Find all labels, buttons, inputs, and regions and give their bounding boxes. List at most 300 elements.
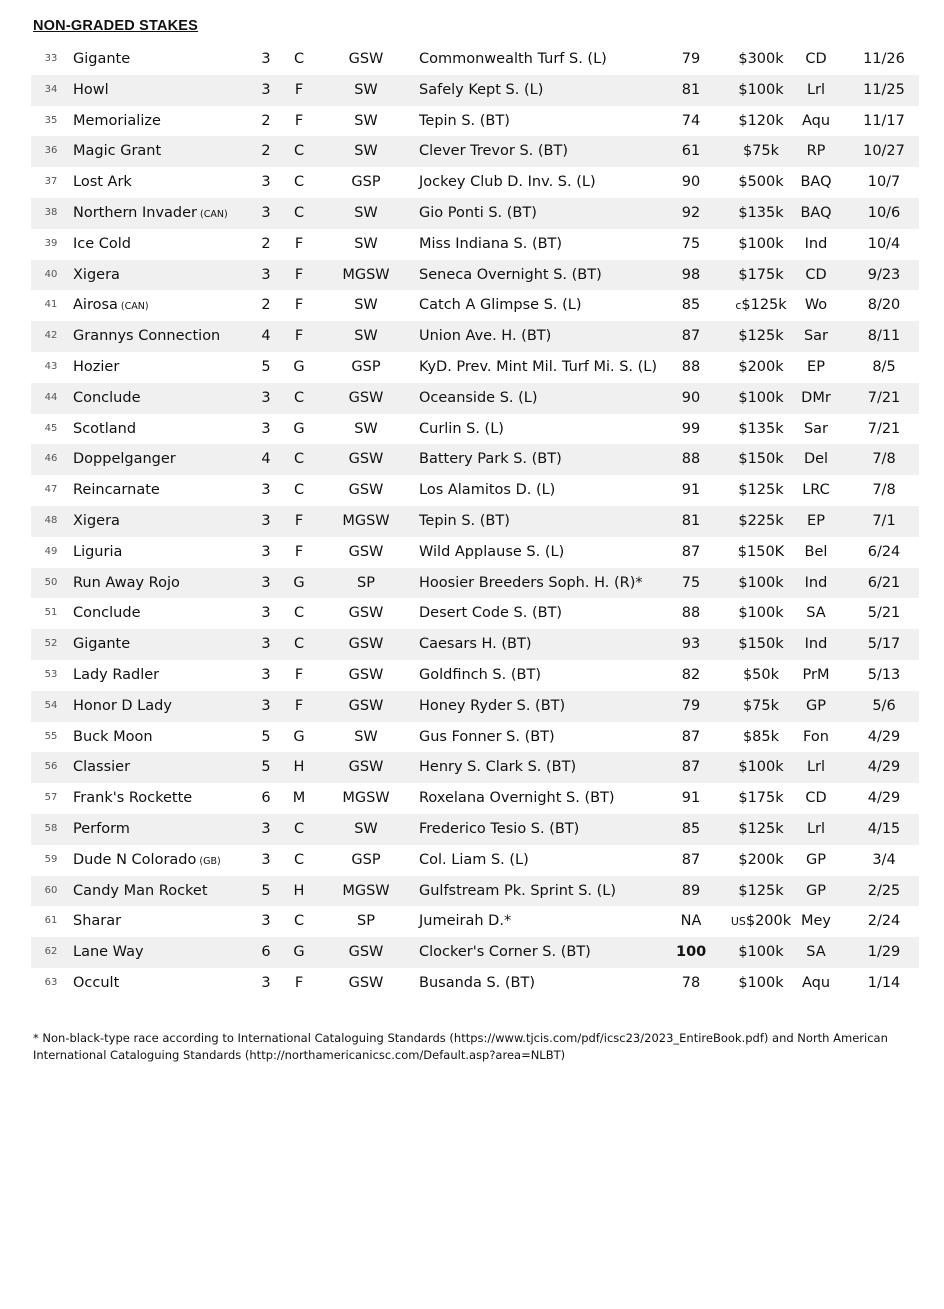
- age-cell: 3: [261, 851, 271, 868]
- purse-value: $100k: [738, 235, 784, 252]
- horse-name-cell: [73, 106, 161, 137]
- figure-cell: 74: [681, 112, 701, 129]
- horse-name: Hozier: [73, 358, 120, 375]
- track-cell: Aqu: [801, 112, 831, 129]
- class-cell: GSW: [348, 974, 384, 991]
- race-cell: Catch A Glimpse S. (L): [419, 297, 582, 314]
- age-cell: 3: [261, 820, 271, 837]
- age-cell: 4: [261, 328, 271, 345]
- track-cell: Aqu: [801, 974, 831, 991]
- date-cell: 5/6: [872, 697, 896, 714]
- sex-cell: H: [293, 759, 305, 776]
- horse-name: Candy Man Rocket: [73, 882, 208, 899]
- currency-prefix: US: [730, 915, 746, 929]
- horse-name-cell: [73, 198, 228, 231]
- horse-name: Ice Cold: [73, 235, 132, 252]
- class-cell: SW: [354, 143, 378, 160]
- rank-cell: 61: [44, 915, 58, 927]
- table-row: [31, 352, 919, 383]
- sex-cell: G: [293, 728, 305, 745]
- footnote: * Non-black-type race according to International Cataloguing Standards (https://www.tjcis.com/pdf/icsc23/2023_EntireBook.pdf) and North American International Cataloguing Standards (http://northamericanicsc.com/Default.asp?area=NLBT): [33, 1031, 888, 1062]
- race-cell: Safely Kept S. (L): [419, 81, 544, 98]
- date-cell: 6/21: [867, 574, 901, 591]
- horse-name-cell: [73, 814, 130, 845]
- table-row: [31, 106, 919, 137]
- table-row: [31, 968, 919, 999]
- age-cell: 3: [261, 482, 271, 499]
- track-cell: GP: [806, 851, 826, 868]
- rank-cell: 44: [44, 391, 58, 403]
- sex-cell: F: [294, 697, 304, 714]
- date-cell: 10/4: [867, 235, 901, 252]
- date-cell: 8/20: [867, 297, 901, 314]
- class-cell: GSW: [348, 543, 384, 560]
- table-row: [31, 167, 919, 198]
- horse-name-cell: [73, 906, 121, 937]
- class-cell: GSW: [348, 389, 384, 406]
- class-cell: GSW: [348, 944, 384, 961]
- figure-cell: 78: [681, 974, 701, 991]
- class-cell: MGSW: [342, 790, 390, 807]
- sex-cell: G: [293, 574, 305, 591]
- purse-value: $150k: [738, 636, 784, 653]
- rank-cell: 56: [44, 761, 58, 773]
- track-cell: Wo: [804, 297, 828, 314]
- rank-cell: 59: [44, 853, 58, 865]
- date-cell: 8/5: [872, 358, 896, 375]
- race-cell: Miss Indiana S. (BT): [419, 235, 563, 252]
- horse-name: Xigera: [73, 266, 120, 283]
- table-row: [31, 260, 919, 291]
- rank-cell: 36: [44, 145, 58, 157]
- figure-cell: 99: [681, 420, 701, 437]
- figure-cell: 91: [681, 790, 701, 807]
- horse-name-cell: [73, 506, 120, 537]
- horse-name: Gigante: [73, 636, 131, 653]
- stakes-table: [31, 44, 919, 999]
- purse-value: $125k: [738, 820, 784, 837]
- horse-name: Run Away Rojo: [73, 574, 180, 591]
- horse-name: Memorialize: [73, 112, 161, 129]
- class-cell: GSW: [348, 605, 384, 622]
- track-cell: CD: [805, 51, 827, 67]
- figure-cell: 88: [681, 451, 701, 468]
- table-row: [31, 629, 919, 660]
- horse-name-cell: [73, 136, 161, 167]
- date-cell: 7/1: [872, 512, 896, 529]
- track-cell: LRC: [802, 482, 830, 499]
- horse-name-cell: [73, 260, 120, 291]
- date-cell: 4/15: [867, 820, 901, 837]
- purse-value: $100k: [738, 389, 784, 406]
- date-cell: 11/26: [863, 51, 905, 67]
- date-cell: 4/29: [867, 759, 901, 776]
- age-cell: 3: [261, 974, 271, 991]
- sex-cell: C: [293, 451, 305, 468]
- track-cell: Lrl: [806, 81, 826, 98]
- rank-cell: 62: [44, 946, 58, 958]
- figure-cell: 87: [681, 328, 701, 345]
- figure-cell: 88: [681, 358, 701, 375]
- table-row: [31, 475, 919, 506]
- sex-cell: F: [294, 266, 304, 283]
- age-cell: 3: [261, 51, 271, 67]
- sex-cell: F: [294, 297, 304, 314]
- track-cell: Sar: [803, 420, 829, 437]
- track-cell: EP: [807, 512, 825, 529]
- class-cell: MGSW: [342, 882, 390, 899]
- race-cell: Frederico Tesio S. (BT): [419, 820, 580, 837]
- horse-name-cell: [73, 383, 141, 414]
- rank-cell: 43: [44, 360, 58, 372]
- horse-name-cell: [73, 352, 119, 383]
- race-cell: Tepin S. (BT): [419, 512, 510, 529]
- section-title: NON-GRADED STAKES: [33, 18, 199, 34]
- table-row: [31, 876, 919, 907]
- figure-cell: 90: [681, 174, 701, 191]
- rank-cell: 35: [44, 114, 58, 126]
- horse-name: Reincarnate: [73, 482, 160, 499]
- figure-cell: 81: [681, 512, 701, 529]
- class-cell: GSW: [348, 51, 384, 67]
- track-cell: RP: [806, 143, 826, 160]
- horse-name-cell: [73, 937, 144, 968]
- rank-cell: 33: [44, 53, 58, 64]
- class-cell: GSW: [348, 482, 384, 499]
- race-cell: Battery Park S. (BT): [419, 451, 562, 468]
- horse-name: Xigera: [73, 512, 120, 529]
- age-cell: 3: [261, 420, 271, 437]
- track-cell: CD: [805, 790, 827, 807]
- date-cell: 7/21: [867, 389, 901, 406]
- table-row: [31, 75, 919, 106]
- table-row: [31, 414, 919, 445]
- age-cell: 2: [261, 297, 271, 314]
- race-cell: Tepin S. (BT): [419, 112, 510, 129]
- date-cell: 11/17: [863, 112, 905, 129]
- rank-cell: 50: [44, 576, 58, 588]
- horse-name-cell: [73, 629, 130, 660]
- class-cell: MGSW: [342, 266, 390, 283]
- sex-cell: C: [293, 389, 305, 406]
- table-row: [31, 906, 919, 937]
- rank-cell: 53: [44, 668, 58, 680]
- rank-cell: 48: [44, 514, 58, 526]
- rank-cell: 54: [44, 699, 58, 711]
- track-cell: PrM: [802, 666, 830, 683]
- horse-name: Scotland: [73, 420, 137, 437]
- class-cell: GSW: [348, 759, 384, 776]
- horse-name-cell: [73, 752, 130, 783]
- sex-cell: M: [292, 790, 306, 807]
- age-cell: 3: [261, 81, 271, 98]
- horse-name-cell: [73, 598, 141, 629]
- sex-cell: F: [294, 666, 304, 683]
- race-cell: Union Ave. H. (BT): [419, 328, 552, 345]
- race-cell: Hoosier Breeders Soph. H. (R)*: [419, 574, 643, 591]
- figure-cell: 85: [681, 297, 701, 314]
- purse-value: $135k: [738, 420, 784, 437]
- rank-cell: 39: [44, 237, 58, 249]
- horse-name: Lane Way: [73, 944, 144, 961]
- horse-name-cell: [73, 845, 221, 878]
- horse-name: Airosa: [73, 297, 118, 314]
- table-row: [31, 660, 919, 691]
- rank-cell: 47: [44, 484, 58, 496]
- horse-name-cell: [73, 968, 119, 999]
- track-cell: GP: [806, 882, 826, 899]
- horse-name-cell: [73, 290, 149, 323]
- horse-name-cell: [73, 475, 160, 506]
- horse-name: Liguria: [73, 543, 123, 560]
- figure-cell: 87: [681, 728, 701, 745]
- sex-cell: C: [293, 51, 305, 67]
- class-cell: SP: [357, 574, 375, 591]
- class-cell: GSW: [348, 451, 384, 468]
- horse-name: Howl: [73, 81, 109, 98]
- table-row: [31, 937, 919, 968]
- purse-value: $200k: [745, 913, 792, 930]
- date-cell: 8/11: [867, 328, 901, 345]
- sex-cell: C: [293, 174, 305, 191]
- date-cell: 4/29: [867, 790, 901, 807]
- age-cell: 5: [261, 358, 271, 375]
- country-code: (CAN): [200, 208, 228, 220]
- horse-name: Magic Grant: [73, 143, 162, 160]
- rank-cell: 40: [44, 268, 58, 280]
- sex-cell: C: [293, 913, 305, 930]
- date-cell: 2/24: [867, 913, 901, 930]
- horse-name: Honor D Lady: [73, 697, 172, 714]
- race-cell: Henry S. Clark S. (BT): [419, 759, 577, 776]
- purse-value: $500k: [738, 174, 784, 191]
- date-cell: 7/8: [872, 451, 896, 468]
- figure-cell: 88: [681, 605, 701, 622]
- table-row: [31, 783, 919, 814]
- race-cell: Jockey Club D. Inv. S. (L): [419, 174, 596, 191]
- table-row: [31, 598, 919, 629]
- sex-cell: F: [294, 512, 304, 529]
- table-row: [31, 691, 919, 722]
- horse-name-cell: [73, 783, 192, 814]
- horse-name-cell: [73, 75, 109, 106]
- age-cell: 3: [261, 574, 271, 591]
- figure-cell: 79: [681, 697, 701, 714]
- horse-name: Lost Ark: [73, 174, 132, 191]
- horse-name-cell: [73, 876, 208, 907]
- horse-name: Conclude: [73, 389, 141, 406]
- figure-cell: 92: [681, 204, 701, 221]
- class-cell: SW: [354, 728, 378, 745]
- track-cell: Lrl: [806, 759, 826, 776]
- track-cell: BAQ: [800, 174, 832, 191]
- purse-value: $75k: [742, 697, 780, 714]
- class-cell: GSW: [348, 636, 384, 653]
- race-cell: Goldfinch S. (BT): [419, 666, 541, 683]
- purse-value: $125k: [738, 328, 784, 345]
- race-cell: Wild Applause S. (L): [419, 543, 565, 560]
- date-cell: 10/7: [867, 174, 901, 191]
- age-cell: 2: [261, 112, 271, 129]
- track-cell: SA: [806, 605, 826, 622]
- horse-name: Northern Invader: [73, 204, 198, 221]
- purse-value: $100k: [738, 81, 784, 98]
- race-cell: Col. Liam S. (L): [419, 851, 529, 868]
- horse-name: Occult: [73, 974, 120, 991]
- track-cell: Ind: [804, 574, 828, 591]
- horse-name-cell: [73, 229, 131, 260]
- country-code: (CAN): [120, 301, 149, 313]
- horse-name: Conclude: [73, 605, 141, 622]
- track-cell: Bel: [804, 543, 828, 560]
- track-cell: Mey: [800, 913, 831, 930]
- horse-name: Sharar: [73, 913, 122, 930]
- table-row: [31, 229, 919, 260]
- table-row: [31, 136, 919, 167]
- sex-cell: F: [294, 543, 304, 560]
- age-cell: 3: [261, 389, 271, 406]
- figure-cell: 79: [681, 51, 701, 67]
- age-cell: 4: [261, 451, 271, 468]
- figure-cell: 75: [681, 235, 701, 252]
- age-cell: 3: [261, 174, 271, 191]
- horse-name: Gigante: [73, 51, 131, 67]
- race-cell: Oceanside S. (L): [419, 389, 538, 406]
- horse-name-cell: [73, 691, 172, 722]
- date-cell: 3/4: [872, 851, 896, 868]
- race-cell: Gulfstream Pk. Sprint S. (L): [419, 882, 617, 899]
- date-cell: 9/23: [867, 266, 901, 283]
- class-cell: SW: [354, 235, 378, 252]
- date-cell: 2/25: [867, 882, 901, 899]
- age-cell: 3: [261, 636, 271, 653]
- date-cell: 1/14: [867, 974, 901, 991]
- sex-cell: G: [293, 944, 305, 961]
- horse-name: Classier: [73, 759, 131, 776]
- purse-value: $125k: [738, 882, 784, 899]
- class-cell: GSP: [351, 851, 381, 868]
- horse-name-cell: [73, 537, 122, 568]
- figure-cell: 82: [681, 666, 701, 683]
- rank-cell: 63: [44, 976, 58, 988]
- rank-cell: 58: [44, 822, 58, 834]
- class-cell: SW: [354, 328, 378, 345]
- figure-cell: NA: [680, 913, 702, 930]
- track-cell: CD: [805, 266, 827, 283]
- race-cell: Gio Ponti S. (BT): [419, 204, 537, 221]
- horse-name-cell: [73, 660, 159, 691]
- horse-name: Lady Radler: [73, 666, 160, 683]
- figure-cell: 89: [681, 882, 701, 899]
- race-cell: Honey Ryder S. (BT): [419, 697, 566, 714]
- track-cell: Lrl: [806, 820, 826, 837]
- figure-cell: 61: [681, 143, 701, 160]
- figure-cell: 87: [681, 851, 701, 868]
- horse-name-cell: [73, 444, 176, 475]
- race-cell: Clocker's Corner S. (BT): [419, 944, 591, 961]
- purse-value: $100k: [738, 759, 784, 776]
- age-cell: 3: [261, 204, 271, 221]
- track-cell: SA: [806, 944, 826, 961]
- purse-value: $100k: [738, 974, 784, 991]
- track-cell: EP: [807, 358, 825, 375]
- sex-cell: C: [293, 851, 305, 868]
- track-cell: DMr: [801, 389, 831, 406]
- sex-cell: F: [294, 235, 304, 252]
- date-cell: 7/8: [872, 482, 896, 499]
- sex-cell: F: [294, 112, 304, 129]
- sex-cell: C: [293, 636, 305, 653]
- horse-name-cell: [73, 167, 132, 198]
- date-cell: 4/29: [867, 728, 901, 745]
- purse-value: $100k: [738, 574, 784, 591]
- sex-cell: F: [294, 974, 304, 991]
- race-cell: Roxelana Overnight S. (BT): [419, 790, 615, 807]
- purse-value: $100k: [738, 605, 784, 622]
- date-cell: 7/21: [867, 420, 901, 437]
- purse-value: $135k: [738, 204, 784, 221]
- class-cell: SP: [357, 913, 375, 930]
- figure-cell: 81: [681, 81, 701, 98]
- rank-cell: 34: [44, 83, 58, 95]
- sex-cell: C: [293, 204, 305, 221]
- purse-value: $120k: [738, 112, 784, 129]
- horse-name: Frank's Rockette: [73, 790, 193, 807]
- race-cell: Gus Fonner S. (BT): [419, 728, 555, 745]
- track-cell: BAQ: [800, 204, 832, 221]
- age-cell: 3: [261, 605, 271, 622]
- figure-cell: 87: [681, 543, 701, 560]
- race-cell: Busanda S. (BT): [419, 974, 536, 991]
- rank-cell: 37: [44, 176, 58, 188]
- horse-name-cell: [73, 568, 180, 599]
- sex-cell: C: [293, 143, 305, 160]
- rank-cell: 55: [44, 730, 58, 742]
- age-cell: 3: [261, 913, 271, 930]
- class-cell: SW: [354, 81, 378, 98]
- date-cell: 10/6: [867, 204, 901, 221]
- class-cell: GSW: [348, 666, 384, 683]
- class-cell: SW: [354, 112, 378, 129]
- race-cell: Caesars H. (BT): [419, 636, 532, 653]
- race-cell: Commonwealth Turf S. (L): [419, 51, 607, 67]
- age-cell: 5: [261, 759, 271, 776]
- figure-cell: 100: [676, 944, 707, 961]
- figure-cell: 91: [681, 482, 701, 499]
- race-cell: Clever Trevor S. (BT): [419, 143, 569, 160]
- sex-cell: C: [293, 820, 305, 837]
- table-row: [31, 568, 919, 599]
- date-cell: 11/25: [863, 81, 905, 98]
- sex-cell: F: [294, 328, 304, 345]
- track-cell: Ind: [804, 235, 828, 252]
- figure-cell: 87: [681, 759, 701, 776]
- race-cell: Los Alamitos D. (L): [419, 482, 556, 499]
- age-cell: 3: [261, 697, 271, 714]
- race-cell: Desert Code S. (BT): [419, 605, 563, 622]
- purse-value: $125k: [738, 482, 784, 499]
- horse-name: Doppelganger: [73, 451, 176, 468]
- country-code: (GB): [199, 855, 221, 867]
- track-cell: Sar: [803, 328, 829, 345]
- class-cell: GSW: [348, 697, 384, 714]
- purse-value: $175k: [738, 266, 784, 283]
- class-cell: GSP: [351, 174, 381, 191]
- purse-value: $300k: [738, 51, 784, 67]
- horse-name-cell: [73, 321, 220, 352]
- age-cell: 6: [261, 944, 271, 961]
- horse-name: Perform: [73, 820, 130, 837]
